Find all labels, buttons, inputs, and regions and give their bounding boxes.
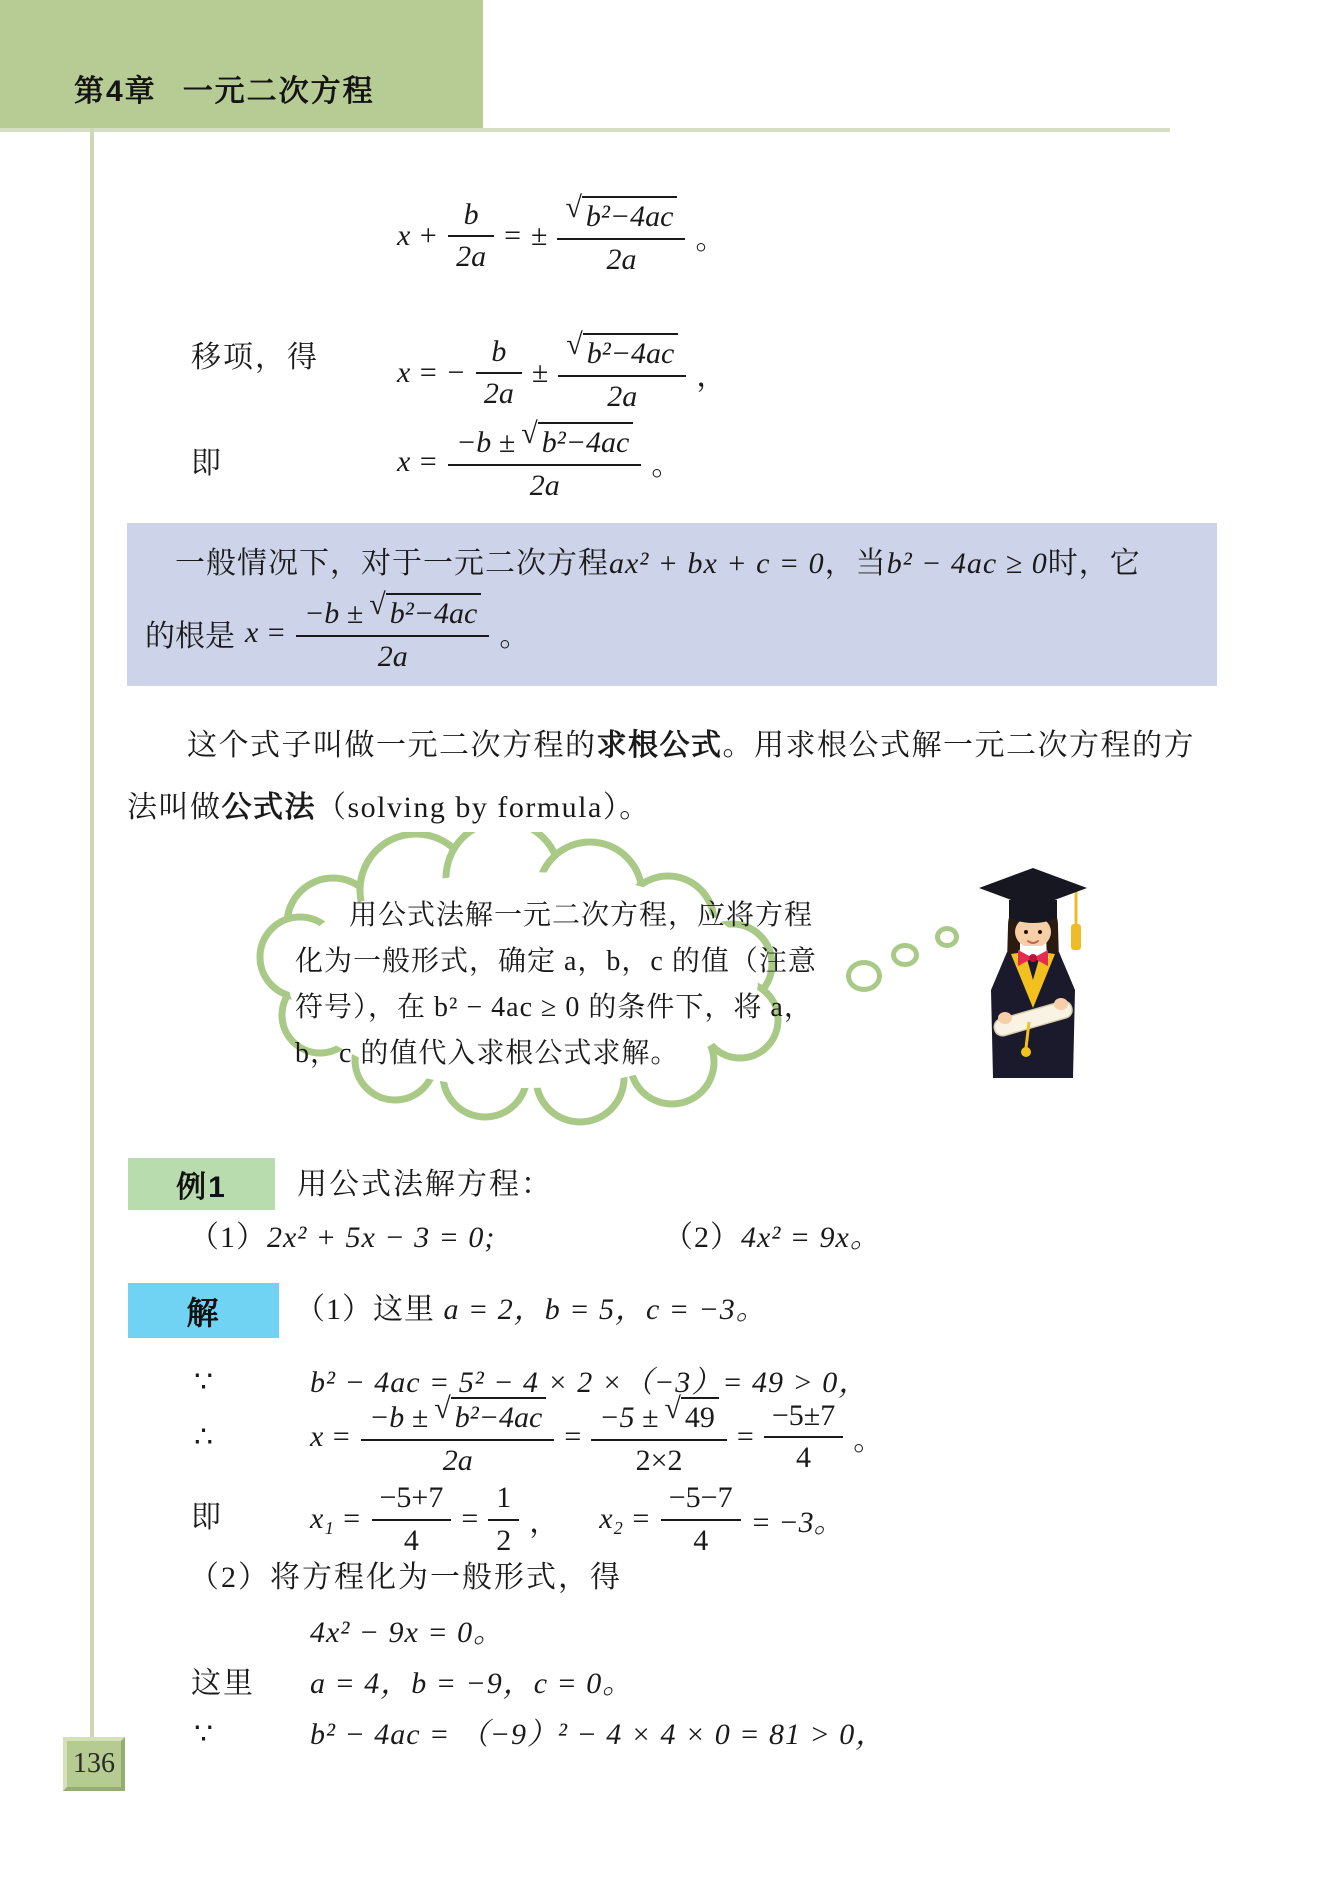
formula-quadratic-root	[397, 417, 682, 502]
roots-are-label: 的根是	[145, 619, 235, 653]
general-form-equation: 4x² − 9x = 0。	[310, 1616, 505, 1649]
example1-equation1: （1）2x² + 5x − 3 = 0;	[189, 1221, 496, 1254]
square-root: √ b²−4ac	[434, 1397, 546, 1434]
comma-mark: ，	[696, 359, 727, 393]
radical-icon: √	[664, 1392, 681, 1425]
discriminant-line2: b² − 4ac = （−9）² − 4 × 4 × 0 = 81 > 0，	[310, 1718, 887, 1751]
radical-icon: √	[565, 191, 582, 224]
thought-bubble-large	[846, 960, 882, 992]
radical-icon: √	[434, 1392, 451, 1425]
paragraph-line1: 这个式子叫做一元二次方程的求根公式。用求根公式解一元二次方程的方	[187, 729, 1195, 762]
formula-x-isolated	[397, 328, 727, 413]
period-mark: 。	[499, 619, 530, 653]
highlight-line2	[145, 588, 530, 673]
fraction-sqrt-over-2a: √ b²−4ac 2a	[557, 196, 685, 275]
solution-part2-intro: （2）将方程化为一般形式，得	[189, 1561, 622, 1594]
fraction-x1: $\frac{-5+7}{4}$	[372, 1482, 452, 1556]
chapter-banner	[0, 0, 483, 128]
fraction-root-formula: −b ± √ b²−4ac 2a	[296, 593, 489, 672]
highlight-line1: 一般情况下，对于一元二次方程ax² + bx + c = 0，当b² − 4ac ≥ 0时，它	[175, 547, 1141, 580]
equals-sign: =	[504, 218, 521, 252]
cloud-line1: 用公式法解一元二次方程，应将方程	[349, 900, 814, 931]
example1-badge: 例1	[128, 1158, 275, 1210]
fraction-minus5-plus-minus-7: $\frac{-5\pm 7}{4}$	[764, 1400, 843, 1474]
solution-step1: （1）这里 a = 2，b = 5，c = −3。	[295, 1293, 767, 1326]
chapter-title: 一元二次方程	[182, 75, 375, 108]
equals-sign: =	[461, 1502, 479, 1535]
math-lead: x = −	[397, 355, 466, 389]
here-label: 这里	[191, 1667, 255, 1700]
paragraph-line2: 法叫做公式法（solving by formula）。	[127, 791, 651, 824]
equals-sign: =	[736, 1419, 754, 1453]
because-symbol: ∵	[194, 1366, 216, 1399]
square-root: √ 49	[664, 1397, 718, 1434]
page-number: 136	[63, 1737, 125, 1791]
equals-sign: =	[564, 1419, 582, 1453]
fraction-sqrt-over-2a: √ b²−4ac 2a	[558, 333, 686, 412]
cloud-line3: 符号），在 b² − 4ac ≥ 0 的条件下，将 a，	[295, 992, 813, 1023]
result-x2: = −3。	[750, 1506, 844, 1539]
fraction-root-formula: −b ± √ b²−4ac 2a	[361, 1397, 554, 1476]
fraction-one-half: $\frac{1}{2}$	[488, 1482, 519, 1556]
header-rule	[0, 128, 1170, 132]
discriminant-line1: b² − 4ac = 5² − 4 × 2 ×（−3）= 49 > 0，	[310, 1366, 870, 1399]
chapter-banner-text	[74, 66, 375, 110]
term-formula-method: 公式法	[221, 791, 316, 824]
plus-minus-sign: ±	[531, 355, 549, 389]
thought-bubble-medium	[891, 943, 919, 967]
that-is-label: 即	[191, 1501, 223, 1534]
therefore-symbol: ∴	[194, 1421, 216, 1454]
fraction-root-formula: −b ± √ b²−4ac 2a	[448, 422, 641, 501]
math-x2: x₂ =	[599, 1502, 651, 1535]
cloud-line2: 化为一般形式，确定 a，b，c 的值（注意	[295, 946, 817, 977]
math-lead: x =	[310, 1419, 352, 1453]
fraction-b-over-2a: $\frac{b}{2a}$	[476, 336, 522, 410]
example1-equation2: （2）4x² = 9x。	[663, 1221, 881, 1254]
math-x1: x₁ =	[310, 1502, 362, 1535]
radical-icon: √	[566, 328, 583, 361]
fraction-sqrt49: −5 ± √ 49 2×2	[591, 1397, 727, 1476]
square-root: √ b²−4ac	[565, 196, 677, 233]
solution-roots-values	[310, 1482, 844, 1556]
because-symbol: ∵	[194, 1718, 216, 1751]
fraction-b-over-2a: $\frac{b}{2a}$	[448, 199, 494, 273]
graduate-girl-photo	[963, 862, 1103, 1086]
period-mark: 。	[651, 448, 682, 482]
solution-badge: 解	[128, 1283, 279, 1338]
cloud-tip-text	[295, 893, 817, 1077]
square-root: √ b²−4ac	[521, 422, 633, 459]
plus-minus-sign: ±	[530, 218, 548, 252]
comma-mark: ，	[529, 1506, 560, 1539]
coefficients-line: a = 4，b = −9，c = 0。	[310, 1667, 634, 1700]
solution-root-computation	[310, 1392, 884, 1477]
cloud-line4: b，c 的值代入求根公式求解。	[295, 1038, 680, 1069]
chapter-number: 第4章	[74, 75, 157, 108]
period-mark: 。	[695, 222, 726, 256]
move-terms-label: 移项，得	[191, 341, 319, 374]
term-root-formula: 求根公式	[596, 729, 723, 762]
margin-rule	[90, 128, 94, 1737]
radical-icon: √	[521, 417, 538, 450]
that-is-label: 即	[191, 447, 223, 480]
period-mark: 。	[853, 1423, 884, 1457]
radical-icon: √	[369, 588, 386, 621]
thought-bubble-small	[935, 926, 959, 948]
formula-completing-square	[397, 191, 726, 276]
square-root: √ b²−4ac	[566, 333, 678, 370]
example1-prompt: 用公式法解方程：	[297, 1168, 553, 1201]
math-lead: x =	[245, 615, 287, 649]
fraction-x2: $\frac{-5-7}{4}$	[661, 1482, 741, 1556]
root-formula-highlight-box	[127, 523, 1217, 686]
math-lead: x =	[397, 444, 439, 478]
math-lead: x +	[397, 218, 439, 252]
square-root: √ b²−4ac	[369, 593, 481, 630]
